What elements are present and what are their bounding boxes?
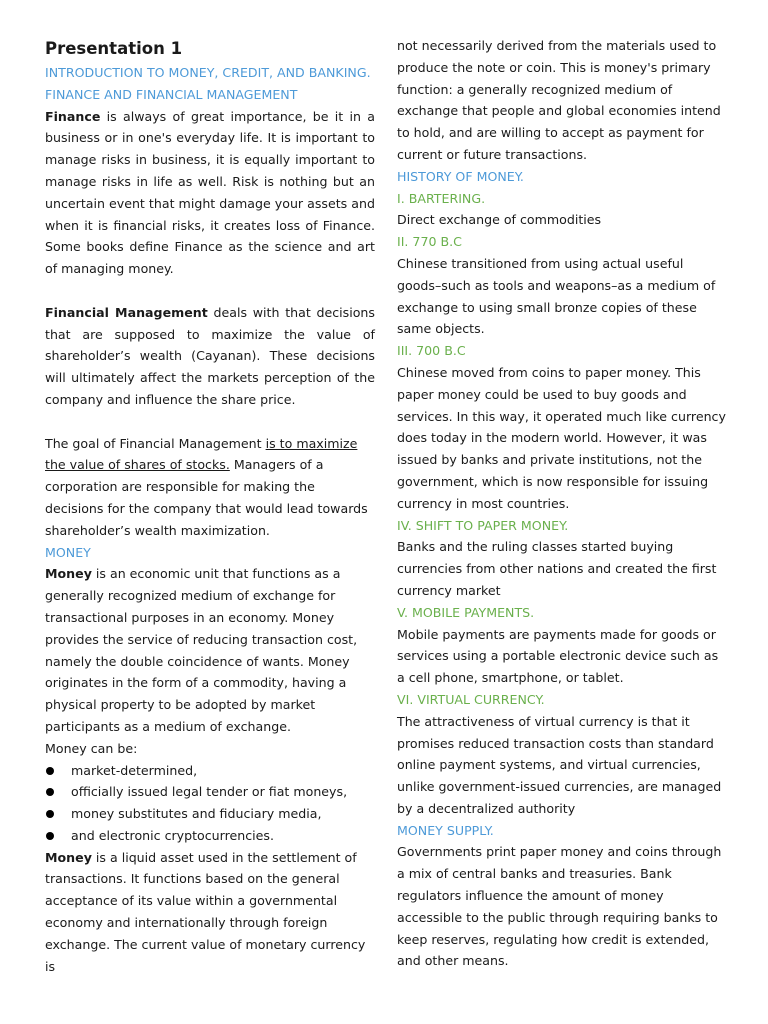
section-heading-paper-money: IV. SHIFT TO PAPER MONEY. <box>397 517 569 533</box>
money-term-2: Money <box>45 849 92 865</box>
money-supply-paragraph: Governments print paper money and coins through a mix of central banks and treasuries. Bank regulators influence the amount of money accessible to the public through requiring banks to keep reserves, regulating how credit is extended, and other means. <box>397 844 722 969</box>
money-can-be-label: Money can be: <box>45 740 138 756</box>
page-title: Presentation 1 <box>45 39 183 58</box>
section-heading-770bc: II. 770 B.C <box>397 234 462 250</box>
intro-heading: INTRODUCTION TO MONEY, CREDIT, AND BANKING. <box>45 65 371 80</box>
section-text-bartering: Direct exchange of commodities <box>397 212 602 228</box>
money-supply-heading: MONEY SUPPLY. <box>397 822 494 838</box>
goal-paragraph <box>45 433 375 542</box>
section-heading-700bc: III. 700 B.C <box>397 343 466 359</box>
list-item: market-determined, <box>45 760 375 782</box>
goal-suffix: Managers of a corporation are responsible for making the decisions for the company that would lead towards shareholder’s wealth maximization. <box>45 457 368 538</box>
finance-text: is always of great importance, be it in a business or in one's everyday life. It is important to manage risks in business, it is equally important to manage risks in life as well. Risk is nothing but an uncertain event that might damage your assets and when it is financial risks, it creates loss of Finance. Some books define Finance as the science and art of managing money. <box>45 108 375 277</box>
money-types-list <box>45 760 375 847</box>
money-heading: MONEY <box>45 544 91 560</box>
money-text-2: is a liquid asset used in the settlement of transactions. It functions based on the general acceptance of its value within a governmental economy and internationally through foreign exchange. The current value of monetary currency is <box>45 849 366 974</box>
goal-underlined: is to maximize the value of shares of stocks. <box>45 435 358 473</box>
list-item: money substitutes and fiduciary media, <box>45 803 375 825</box>
finance-heading: FINANCE AND FINANCIAL MANAGEMENT <box>45 86 298 102</box>
section-heading-bartering: I. BARTERING. <box>397 190 486 206</box>
section-text-700bc: Chinese moved from coins to paper money. This paper money could be used to buy goods and services. In this way, it operated much like currency does today in the modern world. However, it was issued by banks and private institutions, not the government, which is now responsible for issuing currency in most countries. <box>397 364 726 511</box>
left-column <box>45 36 375 977</box>
financial-management-term: Financial Management <box>45 304 208 320</box>
section-text-mobile-payments: Mobile payments are payments made for goods or services using a portable electronic device such as a cell phone, smartphone, or tablet. <box>397 626 719 686</box>
continued-paragraph: not necessarily derived from the materials used to produce the note or coin. This is money's primary function: a generally recognized medium of exchange that people and global economies intend to hold, and are willing to accept as payment for current or future transactions. <box>397 38 721 162</box>
section-text-paper-money: Banks and the ruling classes started buying currencies from other nations and created the first currency market <box>397 539 717 598</box>
section-text-770bc: Chinese transitioned from using actual useful goods–such as tools and weapons–as a medium of exchange to using small bronze copies of these same objects. <box>397 255 716 337</box>
section-heading-virtual-currency: VI. VIRTUAL CURRENCY. <box>397 691 545 707</box>
money-liquid-asset-paragraph <box>45 847 375 978</box>
goal-prefix: The goal of Financial Management <box>45 435 266 451</box>
financial-management-paragraph <box>45 302 375 411</box>
right-column <box>397 35 727 972</box>
finance-paragraph <box>45 106 375 280</box>
financial-management-text: deals with that decisions that are supposed to maximize the value of shareholder’s wealth (Cayanan). These decisions will ultimately affect the markets perception of the company and influence the share price. <box>45 304 375 407</box>
money-paragraph <box>45 563 375 737</box>
money-text: is an economic unit that functions as a generally recognized medium of exchange for transactional purposes in an economy. Money provides the service of reducing transaction cost, namely the double coincidence of wants. Money originates in the form of a commodity, having a physical property to be adopted by market participants as a medium of exchange. <box>45 566 358 734</box>
list-item: officially issued legal tender or fiat moneys, <box>45 781 375 803</box>
finance-term: Finance <box>45 108 101 124</box>
money-term: Money <box>45 566 92 582</box>
list-item: and electronic cryptocurrencies. <box>45 825 375 847</box>
section-heading-mobile-payments: V. MOBILE PAYMENTS. <box>397 604 535 620</box>
section-text-virtual-currency: The attractiveness of virtual currency is that it promises reduced transaction costs than standard online payment systems, and virtual currencies, unlike government-issued currencies, are managed by a decentralized authority <box>397 713 722 816</box>
history-heading: HISTORY OF MONEY. <box>397 168 524 184</box>
